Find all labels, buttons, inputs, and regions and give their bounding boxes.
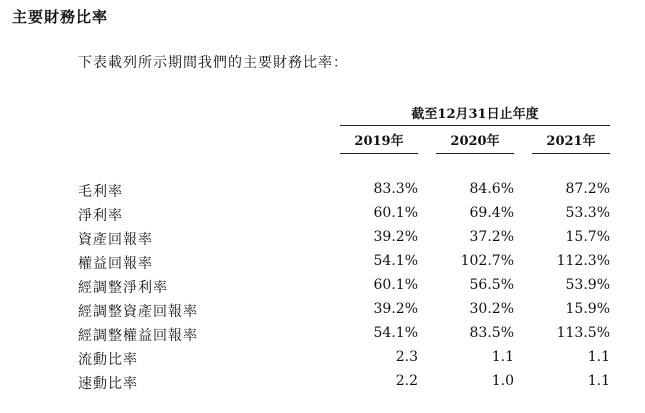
period-group-header [340,97,610,126]
table-row-adjusted-roa [0,301,645,324]
value-2019: 2.3 [395,349,418,365]
table-row-adjusted-net-margin [0,277,645,300]
value-2020: 1.0 [491,373,514,389]
table-row-net-margin [0,205,645,228]
row-label: 毛利率 [78,184,123,200]
value-2020: 69.4% [469,205,514,221]
value-2019: 39.2% [373,229,418,245]
row-label: 經調整資產回報率 [78,304,198,320]
row-label: 速動比率 [78,376,138,392]
value-2020: 1.1 [491,349,514,365]
intro-text: 下表載列所示期間我們的主要財務比率： [78,55,348,71]
value-2020: 83.5% [469,325,514,341]
value-2021: 1.1 [587,373,610,389]
row-label: 資產回報率 [78,232,153,248]
row-label: 淨利率 [78,208,123,224]
year-header-2019: 2019年 [340,130,418,154]
value-2021: 53.9% [565,277,610,293]
value-2019: 54.1% [373,325,418,341]
table-row-return-on-equity [0,253,645,276]
value-2021: 112.3% [556,253,610,269]
value-2020: 37.2% [469,229,514,245]
value-2021: 1.1 [587,349,610,365]
value-2020: 102.7% [460,253,514,269]
value-2020: 30.2% [469,301,514,317]
value-2021: 87.2% [565,181,610,197]
value-2019: 39.2% [373,301,418,317]
value-2019: 2.2 [395,373,418,389]
value-2021: 53.3% [565,205,610,221]
row-label: 經調整淨利率 [78,280,168,296]
value-2019: 60.1% [373,205,418,221]
value-2019: 54.1% [373,253,418,269]
value-2020: 56.5% [469,277,514,293]
table-row-adjusted-roe [0,325,645,348]
row-label: 權益回報率 [78,256,153,272]
row-label: 流動比率 [78,352,138,368]
year-header-2020: 2020年 [436,130,514,154]
value-2020: 84.6% [469,181,514,197]
section-heading: 主要財務比率 [12,8,109,26]
value-2021: 113.5% [556,325,610,341]
table-row-return-on-assets [0,229,645,252]
value-2021: 15.9% [565,301,610,317]
value-2019: 60.1% [373,277,418,293]
table-row-current-ratio [0,349,645,372]
table-row-quick-ratio [0,373,645,396]
period-group-label: 截至12月31日止年度 [411,107,539,122]
table-row-gross-margin [0,181,645,204]
year-header-2021: 2021年 [532,130,610,154]
value-2019: 83.3% [373,181,418,197]
row-label: 經調整權益回報率 [78,328,198,344]
value-2021: 15.7% [565,229,610,245]
